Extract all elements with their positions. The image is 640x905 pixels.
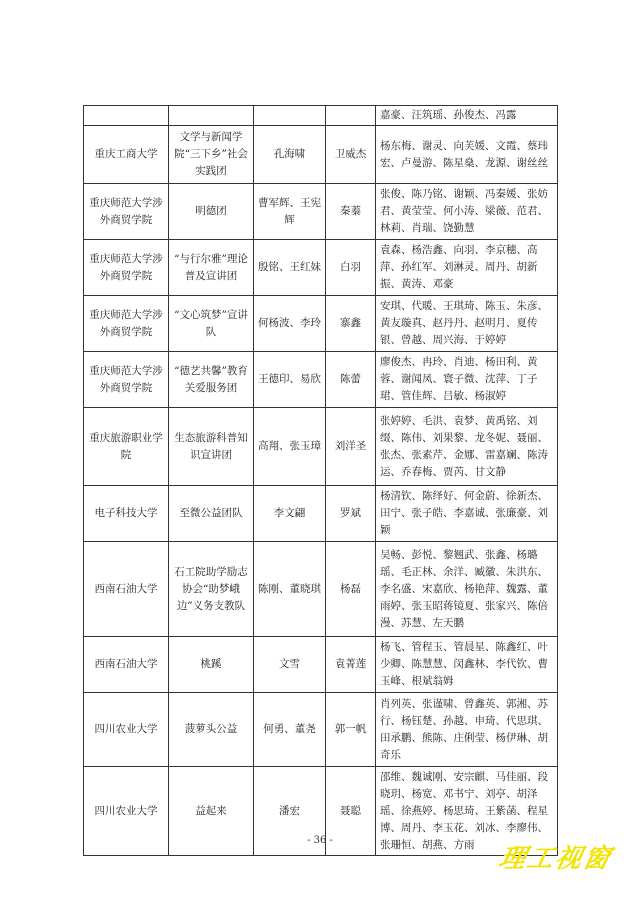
- roster-body: [84, 106, 558, 856]
- members-cell: 廖俊杰、冉玲、肖迪、杨田利、黄蓉、谢闻凤、寰子微、沈萍、丁子珺、管佳辉、吕敏、杨淑婷: [376, 352, 558, 408]
- school-cell: 西南石油大学: [84, 637, 169, 693]
- advisor-cell: 曹军辉、王宪辉: [254, 184, 326, 240]
- leader-cell: 聂聪: [326, 767, 376, 856]
- leader-cell: 袁菁莲: [326, 637, 376, 693]
- team-cell: 石工院助学励志协会“助梦峨边”义务支教队: [169, 542, 254, 637]
- team-cell: 文学与新闻学院“三下乡”社会实践团: [169, 126, 254, 184]
- team-cell: 生态旅游科普知识宣讲团: [169, 408, 254, 486]
- table-row: [84, 408, 558, 486]
- table-row: [84, 184, 558, 240]
- table-row: [84, 240, 558, 296]
- leader-cell: 卫威杰: [326, 126, 376, 184]
- advisor-cell: 孔海啸: [254, 126, 326, 184]
- table-row: [84, 126, 558, 184]
- members-cell: 安琪、代暖、王琪琦、陈玉、朱彦、黄友璇真、赵丹丹、赵明月、夏传银、曾越、周兴海、于婷婷: [376, 296, 558, 352]
- advisor-cell: [254, 106, 326, 126]
- team-cell: 桃蹊: [169, 637, 254, 693]
- table-row: [84, 542, 558, 637]
- leader-cell: 寨鑫: [326, 296, 376, 352]
- team-cell: 明德团: [169, 184, 254, 240]
- school-cell: 电子科技大学: [84, 486, 169, 542]
- members-cell: 杨东梅、谢灵、向芙媛、文霞、蔡玮宏、卢曼游、陈星燊、龙源、谢丝丝: [376, 126, 558, 184]
- leader-cell: 罗斌: [326, 486, 376, 542]
- advisor-cell: 高翔、张玉璋: [254, 408, 326, 486]
- table-row: [84, 106, 558, 126]
- advisor-cell: 何勇、董尧: [254, 693, 326, 767]
- members-cell: 张俊、陈乃铭、谢颖、冯秦媛、张妨君、黄莹莹、何小涛、梁薇、范君、林莉、肖瑞、饶勤慧: [376, 184, 558, 240]
- leader-cell: 杨磊: [326, 542, 376, 637]
- watermark-logo: 理工视窗: [496, 844, 615, 874]
- table-row: [84, 486, 558, 542]
- school-cell: 重庆师范大学涉外商贸学院: [84, 296, 169, 352]
- team-cell: [169, 106, 254, 126]
- table-row: [84, 296, 558, 352]
- team-roster-table: [83, 105, 558, 856]
- advisor-cell: 殷铭、王红妹: [254, 240, 326, 296]
- school-cell: 重庆师范大学涉外商贸学院: [84, 352, 169, 408]
- team-cell: 至微公益团队: [169, 486, 254, 542]
- members-cell: 嘉豪、汪筑瑶、孙俊杰、冯露: [376, 106, 558, 126]
- members-cell: 杨清钦、陈绎好、何金蔚、徐新杰、田宁、张子皓、李嘉诚、张廉豪、刘颖: [376, 486, 558, 542]
- school-cell: 重庆工商大学: [84, 126, 169, 184]
- leader-cell: 秦蓁: [326, 184, 376, 240]
- school-cell: 四川农业大学: [84, 693, 169, 767]
- page-number: - 36 -: [307, 835, 333, 846]
- advisor-cell: 文雪: [254, 637, 326, 693]
- school-cell: 西南石油大学: [84, 542, 169, 637]
- team-cell: “与行尔雅”理论普及宣讲团: [169, 240, 254, 296]
- members-cell: 吴畅、彭悦、黎翘武、张鑫、杨璐瑶、毛正林、余洋、臧徽、朱洪东、李名盛、宋嘉欣、杨艳萍、魏露、董雨婷、张玉昭蒋镜夏、张家兴、陈倍漫、苏慧、左天鹏: [376, 542, 558, 637]
- leader-cell: 白羽: [326, 240, 376, 296]
- members-cell: 肖列英、张谨啸、曾鑫英、郭湘、苏行、杨钰楚、孙越、申琦、代思琪、田承鹏、熊陈、庄俐莹、杨伊琳、胡奇乐: [376, 693, 558, 767]
- school-cell: 重庆师范大学涉外商贸学院: [84, 240, 169, 296]
- members-cell: 邵维、魏诚刚、安宗麒、马佳丽、段晓玥、杨宽、邓书宁、刘亭、胡泽瑶、徐燕婷、杨思琦、王紫菡、程星博、周丹、李玉花、刘冰、李廖伟、张珊恒、胡燕、方雨: [376, 767, 558, 856]
- members-cell: 张婷婷、毛洪、袁梦、黄禹铭、刘缀、陈伟、刘果黎、龙冬妮、聂丽、张杰、张素芹、金娜、雷嘉斓、陈涛运、乔春梅、贾芮、甘文静: [376, 408, 558, 486]
- table-row: [84, 352, 558, 408]
- team-cell: 益起来: [169, 767, 254, 856]
- table-row: [84, 637, 558, 693]
- leader-cell: 陈蕾: [326, 352, 376, 408]
- advisor-cell: 李文翩: [254, 486, 326, 542]
- advisor-cell: 何杨波、李玲: [254, 296, 326, 352]
- members-cell: 袁森、杨浩鑫、向羽、李京穗、高萍、孙红军、刘淋灵、周丹、胡新振、黄涛、邓豪: [376, 240, 558, 296]
- leader-cell: [326, 106, 376, 126]
- school-cell: [84, 106, 169, 126]
- advisor-cell: 王德印、易欣: [254, 352, 326, 408]
- leader-cell: 刘洋圣: [326, 408, 376, 486]
- school-cell: 四川农业大学: [84, 767, 169, 856]
- leader-cell: 郭一帆: [326, 693, 376, 767]
- advisor-cell: 陈刚、董晓琪: [254, 542, 326, 637]
- table-row: [84, 693, 558, 767]
- school-cell: 重庆旅游职业学院: [84, 408, 169, 486]
- team-cell: “文心筑梦”宣讲队: [169, 296, 254, 352]
- team-cell: “德艺共馨”教育关爱服务团: [169, 352, 254, 408]
- members-cell: 杨飞、管程玉、管晨星、陈鑫红、叶少卿、陈慧慧、闵鑫林、李代钦、曹玉峰、根斌翁姆: [376, 637, 558, 693]
- school-cell: 重庆师范大学涉外商贸学院: [84, 184, 169, 240]
- team-cell: 菠萝头公益: [169, 693, 254, 767]
- advisor-cell: 潘宏: [254, 767, 326, 856]
